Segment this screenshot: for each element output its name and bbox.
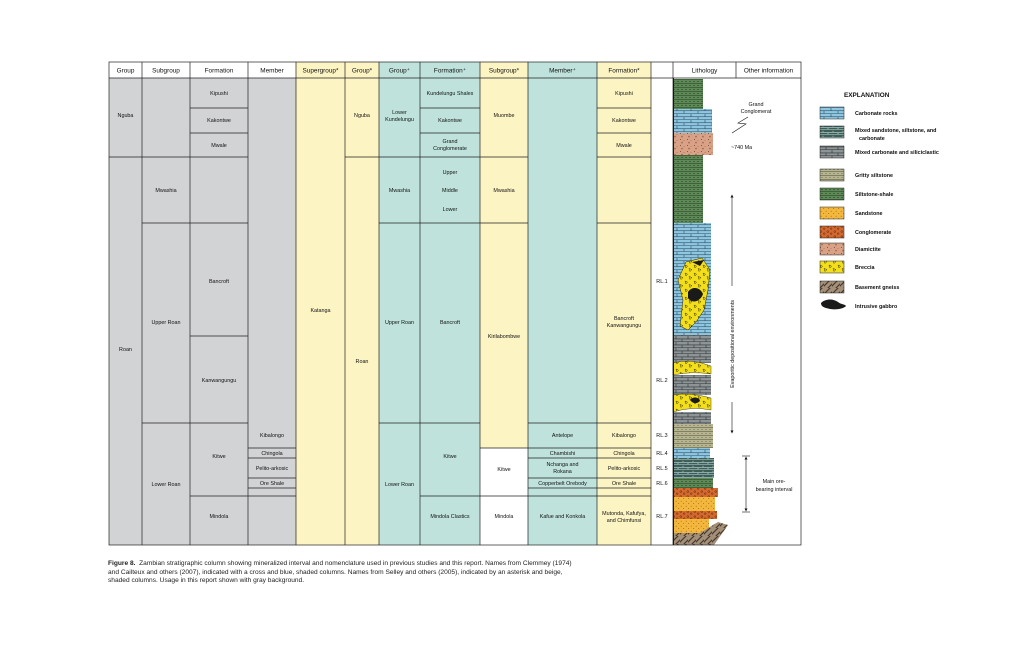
cell-beige-formation-kipushi: Kipushi — [615, 91, 633, 97]
header-lithology: Lithology — [691, 67, 718, 75]
cell-beige-subgroup-mwashia: Mwashia — [493, 188, 515, 194]
other-information — [728, 102, 792, 512]
cell-gray-formation-mindola: Mindola — [209, 514, 229, 520]
cell-blue-formation-bancroft: Bancroft — [439, 320, 461, 326]
lith-siltstone-mwashia — [673, 155, 703, 223]
explanation-legend — [820, 92, 939, 310]
cell-beige-subgroup-kitwe: Kitwe — [497, 467, 511, 473]
legend-swatch-mixed-carbonate — [820, 146, 844, 158]
legend-label-sandstone: Sandstone — [855, 211, 883, 217]
cell-gray-formation-kitwe: Kitwe — [212, 454, 226, 460]
rl-labels — [656, 279, 667, 520]
cell-blue-member-kafue-konkola: Kafue and Konkola — [539, 514, 586, 520]
lith-conglomerate-rl7 — [673, 511, 717, 519]
cell-blue-formation-grand-line1: Grand — [442, 139, 458, 145]
lith-conglomerate-rl6 — [673, 488, 718, 497]
cell-gray-subgroup-lower-roan: Lower Roan — [151, 482, 181, 488]
age-740-ma-label: ~740 Ma — [731, 145, 753, 151]
cell-gray-member-kibalongo: Kibalongo — [260, 433, 284, 439]
cell-blue-formation-lower: Lower — [442, 207, 458, 213]
grand-conglomerat-label-line1: Grand — [748, 102, 764, 108]
cell-beige-formation-ore-shale: Ore Shale — [611, 481, 637, 487]
evaporitic-environments-label: Evaporitic depositional environments — [730, 300, 736, 388]
rl-label-2: RL.2 — [656, 378, 668, 384]
cell-gray-formation-kakontwe: Kakontwe — [207, 118, 231, 124]
legend-label-basement-gneiss: Basement gneiss — [855, 285, 900, 291]
figure-caption-text: Zambian stratigraphic column showing mineralized interval and nomenclature used in previous studies and this report. Names from Clemmey (1974) and Cailteux and others (2007), indicated with a cross and blue, shaded columns. Names from Selley and others (2005), indicated by an asterisk and beige, shaded columns. Usage in this report shown with gray background. — [108, 560, 572, 585]
main-ore-label-line2: bearing interval — [755, 487, 793, 493]
cell-beige-formation-chingola: Chingola — [613, 451, 635, 457]
legend-label-intrusive-gabbro: Intrusive gabbro — [855, 304, 898, 310]
cell-beige-formation-mwale: Mwale — [616, 143, 632, 149]
cell-blue-formation-kundelungu-shales: Kundelungu Shales — [426, 91, 474, 97]
legend-label-diamictite: Diamictite — [855, 247, 881, 253]
cell-blue-formation-kitwe: Kitwe — [443, 454, 457, 460]
figure-caption-label: Figure 8. — [108, 560, 136, 567]
lith-mixed-carbonate-2 — [673, 375, 711, 395]
figure-caption — [108, 560, 578, 586]
legend-swatch-basement-gneiss — [820, 281, 844, 293]
cell-gray-subgroup-mwashia: Mwashia — [155, 188, 177, 194]
lith-breccia-band-2 — [673, 394, 711, 412]
lith-carbonate-upper — [673, 109, 712, 133]
legend-label-gritty-siltstone: Gritty siltstone — [855, 173, 894, 179]
cell-blue-member-chambishi: Chambishi — [549, 451, 576, 457]
cell-gray-member-chingola: Chingola — [261, 451, 283, 457]
cell-beige-formation-kakontwe: Kakontwe — [612, 118, 636, 124]
rl-label-3: RL.3 — [656, 433, 668, 439]
cell-gray-formation-kanwangungu: Kanwangungu — [201, 378, 237, 384]
rl-label-4: RL.4 — [656, 451, 668, 457]
header-group-selley: Group* — [351, 67, 373, 75]
header-group-cailteux: Group⁺ — [388, 67, 411, 75]
cell-gray-formation-mwale: Mwale — [211, 143, 227, 149]
cell-blue-group-mwashia: Mwashia — [388, 188, 411, 194]
header-supergroup-selley: Supergroup* — [302, 67, 339, 75]
cell-blue-member-nchanga-line2: Rokana — [553, 469, 572, 475]
cell-blue-formation-grand-line2: Conglomerate — [433, 146, 467, 152]
cell-beige-formation-kanwangungu: Kanwangungu — [606, 323, 642, 329]
lithology-column — [673, 78, 728, 545]
cell-beige-group-nguba: Nguba — [354, 113, 370, 119]
legend-title: EXPLANATION — [844, 92, 890, 99]
legend-label-breccia: Breccia — [855, 265, 875, 271]
cell-beige-supergroup-katanga: Katanga — [310, 308, 331, 314]
legend-label-mixed-sandstone-line2: carbonate — [859, 136, 885, 142]
legend-swatch-conglomerate — [820, 226, 844, 238]
cell-gray-subgroup-upper-roan: Upper Roan — [151, 320, 181, 326]
header-formation-selley: Formation* — [608, 67, 640, 75]
lith-diamictite — [673, 133, 713, 155]
lith-siltstone-top — [673, 79, 703, 109]
legend-label-carbonate: Carbonate rocks — [855, 111, 898, 117]
legend-label-siltstone-shale: Siltstone-shale — [855, 192, 894, 198]
cell-gray-member-ore-shale: Ore Shale — [259, 481, 285, 487]
header-subgroup-selley: Subgroup* — [488, 67, 520, 75]
legend-swatch-mixed-sandstone — [820, 126, 844, 138]
beige-subgroup-column — [480, 78, 528, 448]
header-member-cailteux: Member⁺ — [549, 67, 576, 75]
lith-breccia-band-1 — [673, 361, 711, 375]
main-ore-label-line1: Main ore- — [762, 479, 786, 485]
cell-beige-subgroup-muombe: Muombe — [493, 113, 515, 119]
legend-swatch-siltstone-shale — [820, 188, 844, 200]
legend-label-conglomerate: Conglomerate — [855, 230, 892, 236]
cell-beige-formation-pelito-arkosic: Pelito-arkosic — [607, 466, 641, 472]
legend-label-mixed-sandstone: Mixed sandstone, siltstone, and — [855, 128, 937, 134]
legend-swatch-diamictite — [820, 243, 844, 255]
cell-blue-formation-upper: Upper — [442, 170, 458, 176]
gray-subgroup-column — [142, 78, 190, 545]
cell-blue-formation-middle: Middle — [442, 188, 458, 194]
white-subgroup-gap — [480, 448, 528, 545]
cell-gray-formation-bancroft: Bancroft — [208, 279, 230, 285]
cell-beige-formation-kibalongo: Kibalongo — [612, 433, 636, 439]
cell-beige-group-roan: Roan — [355, 359, 369, 365]
cell-gray-member-pelito-arkosic: Pelito-arkosic — [255, 466, 289, 472]
header-formation-cailteux: Formation⁺ — [433, 67, 467, 75]
lith-carbonate-bancroft — [673, 223, 711, 265]
cell-blue-group-upper-roan: Upper Roan — [384, 320, 415, 326]
header-row — [117, 68, 794, 75]
cell-beige-formation-bancroft: Bancroft — [613, 316, 635, 322]
lith-mixed-sandstone-rl5 — [673, 458, 714, 478]
rl-label-7: RL.7 — [656, 514, 668, 520]
lith-mixed-carbonate-3 — [673, 412, 711, 424]
legend-label-mixed-carbonate: Mixed carbonate and siliciclastic — [855, 150, 939, 156]
cell-blue-group-lower-kundelungu-line1: Lower — [392, 110, 407, 116]
cell-beige-formation-mutonda-line1: Mutonda, Kafufya, — [602, 511, 646, 517]
lith-carbonate-rl4 — [673, 448, 710, 458]
rl-label-6: RL.6 — [656, 481, 668, 487]
legend-swatch-sandstone — [820, 207, 844, 219]
cell-blue-member-nchanga-line1: Nchanga and — [546, 462, 579, 468]
blue-group-column — [379, 78, 420, 545]
zigzag-pointer-icon — [732, 117, 748, 133]
header-member: Member — [260, 67, 284, 75]
cell-blue-formation-kakontwe: Kakontwe — [438, 118, 462, 124]
header-formation: Formation — [204, 67, 234, 75]
cell-beige-formation-mutonda-line2: and Chimfunsi — [606, 518, 642, 524]
legend-swatch-breccia — [820, 261, 844, 273]
cell-blue-member-antelope: Antelope — [551, 433, 574, 439]
header-subgroup: Subgroup — [152, 67, 180, 75]
grand-conglomerat-label-line2: Conglomerat — [740, 109, 772, 115]
lith-sandstone-rl7 — [673, 497, 715, 511]
cell-gray-formation-kipushi: Kipushi — [210, 91, 228, 97]
legend-swatch-carbonate — [820, 107, 844, 119]
lith-gritty-siltstone-rl3 — [673, 424, 713, 448]
rl-label-1: RL.1 — [656, 279, 668, 285]
beige-group-column — [345, 78, 379, 545]
cell-blue-formation-mindola-clastics: Mindola Clastics — [430, 514, 470, 520]
cell-blue-group-lower-roan: Lower Roan — [384, 482, 415, 488]
rl-label-5: RL.5 — [656, 466, 668, 472]
cell-blue-member-copperbelt-orebody: Copperbelt Orebody — [538, 481, 587, 487]
lith-siltstone-rl6 — [673, 478, 713, 488]
cell-gray-group-nguba: Nguba — [117, 113, 134, 119]
legend-swatch-gritty-siltstone — [820, 169, 844, 181]
header-group: Group — [116, 67, 135, 75]
cell-gray-group-roan: Roan — [119, 347, 132, 353]
legend-swatch-intrusive-gabbro — [821, 300, 846, 310]
header-other-information: Other information — [743, 67, 794, 75]
cell-blue-group-lower-kundelungu-line2: Kundelungu — [385, 117, 414, 123]
gray-member-column — [248, 78, 296, 545]
cell-beige-subgroup-mindola: Mindola — [494, 514, 514, 520]
lith-mixed-carbonate-1 — [673, 335, 711, 363]
cell-beige-subgroup-kirilabombwe: Kirilabombwe — [487, 334, 521, 340]
